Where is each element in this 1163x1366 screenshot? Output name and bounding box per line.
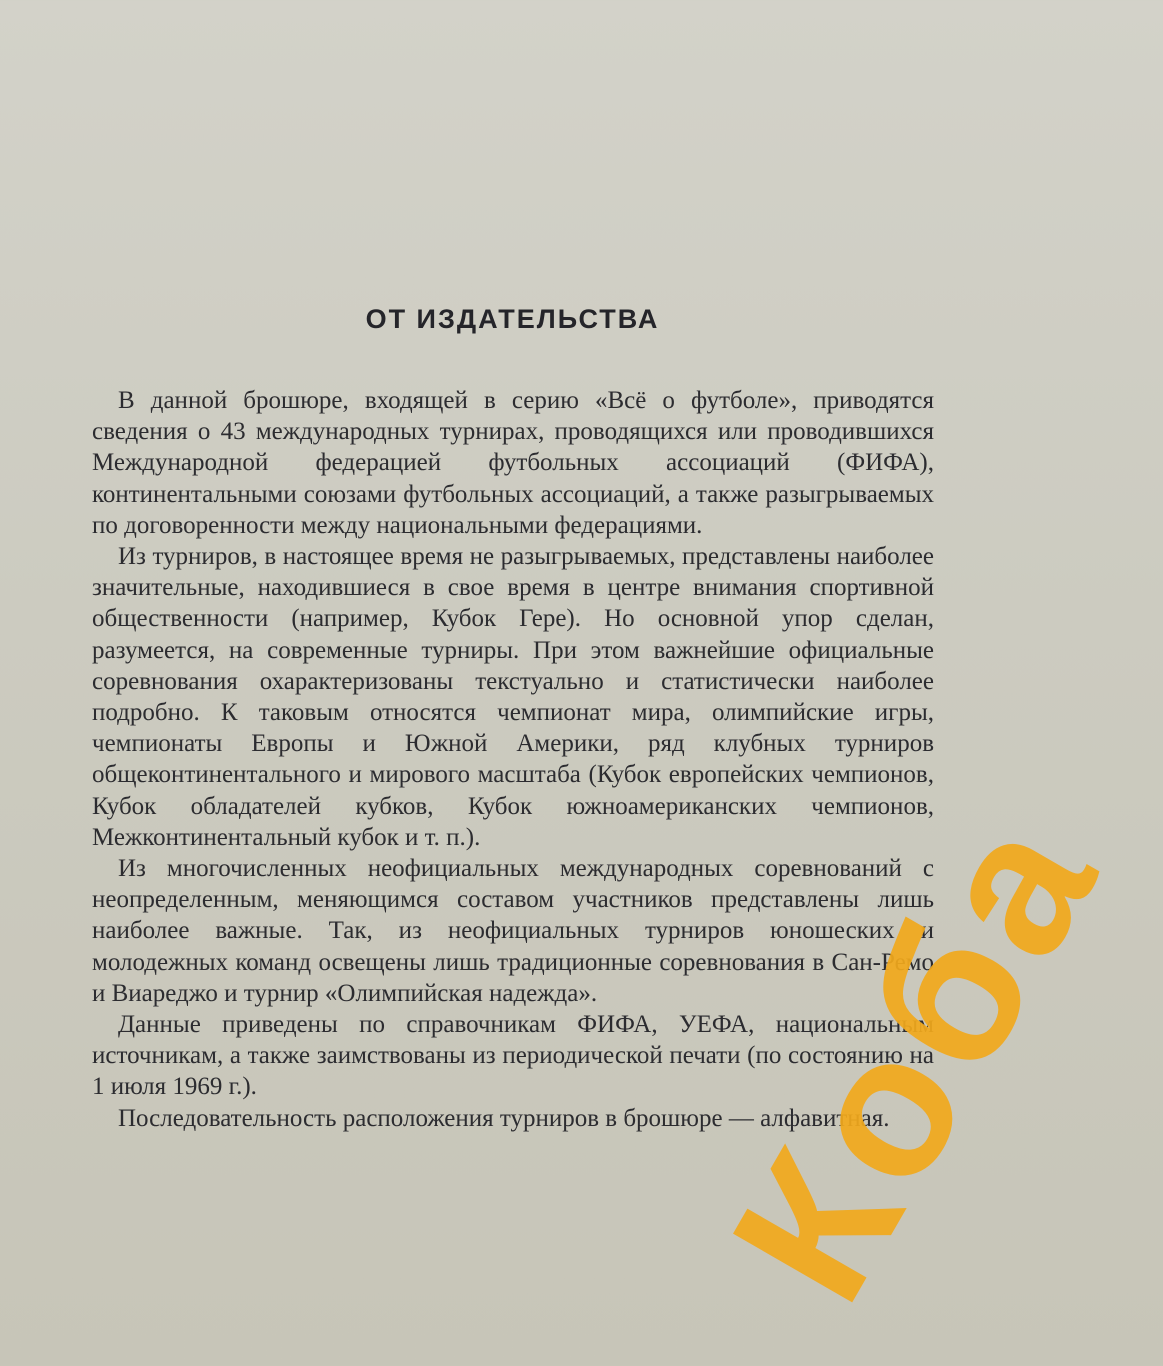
- paragraph-3: Из многочисленных неофициальных международных соревнований с неопределенным, меняющимся составом участников представлены лишь наиболее важные. Так, из неофициальных турниров юношеских и молодежных команд освещены лишь традиционные соревнования в Сан-Ремо и Виареджо и турнир «Олимпийская надежда».: [92, 855, 934, 1007]
- paragraph-2: Из турниров, в настоящее время не разыгрываемых, представлены наиболее значительные, находившиеся в свое время в центре внимания спортивной общественности (например, Кубок Гере). Но основной упор сделан, разумеется, на современные турниры. При этом важнейшие официальные соревнования охарактеризованы текстуально и статистически наиболее подробно. К таковым относятся чемпионат мира, олимпийские игры, чемпионаты Европы и Южной Америки, ряд клубных турниров общеконтинентального и мирового масштаба (Кубок европейских чемпионов, Кубок обладателей кубков, Кубок южноамериканских чемпионов, Межконтинентальный кубок и т. п.).: [92, 543, 934, 851]
- paragraph-1: В данной брошюре, входящей в серию «Всё о футболе», приводятся сведения о 43 международных турнирах, проводящихся или проводившихся Международной федерацией футбольных ассоциаций (ФИФА), континентальными союзами футбольных ассоциаций, а также разыгрываемых по договоренности между национальными федерациями.: [92, 387, 934, 539]
- paragraph-5: Последовательность расположения турниров в брошюре — алфавитная.: [118, 1104, 890, 1132]
- page-heading: ОТ ИЗДАТЕЛЬСТВА: [365, 304, 660, 334]
- paragraph-4: Данные приведены по справочникам ФИФА, УЕФА, национальным источникам, а также заимствованы из периодической печати (по состоянию на 1 июля 1969 г.).: [92, 1011, 934, 1101]
- seller-watermark: Коба: [689, 774, 1143, 1336]
